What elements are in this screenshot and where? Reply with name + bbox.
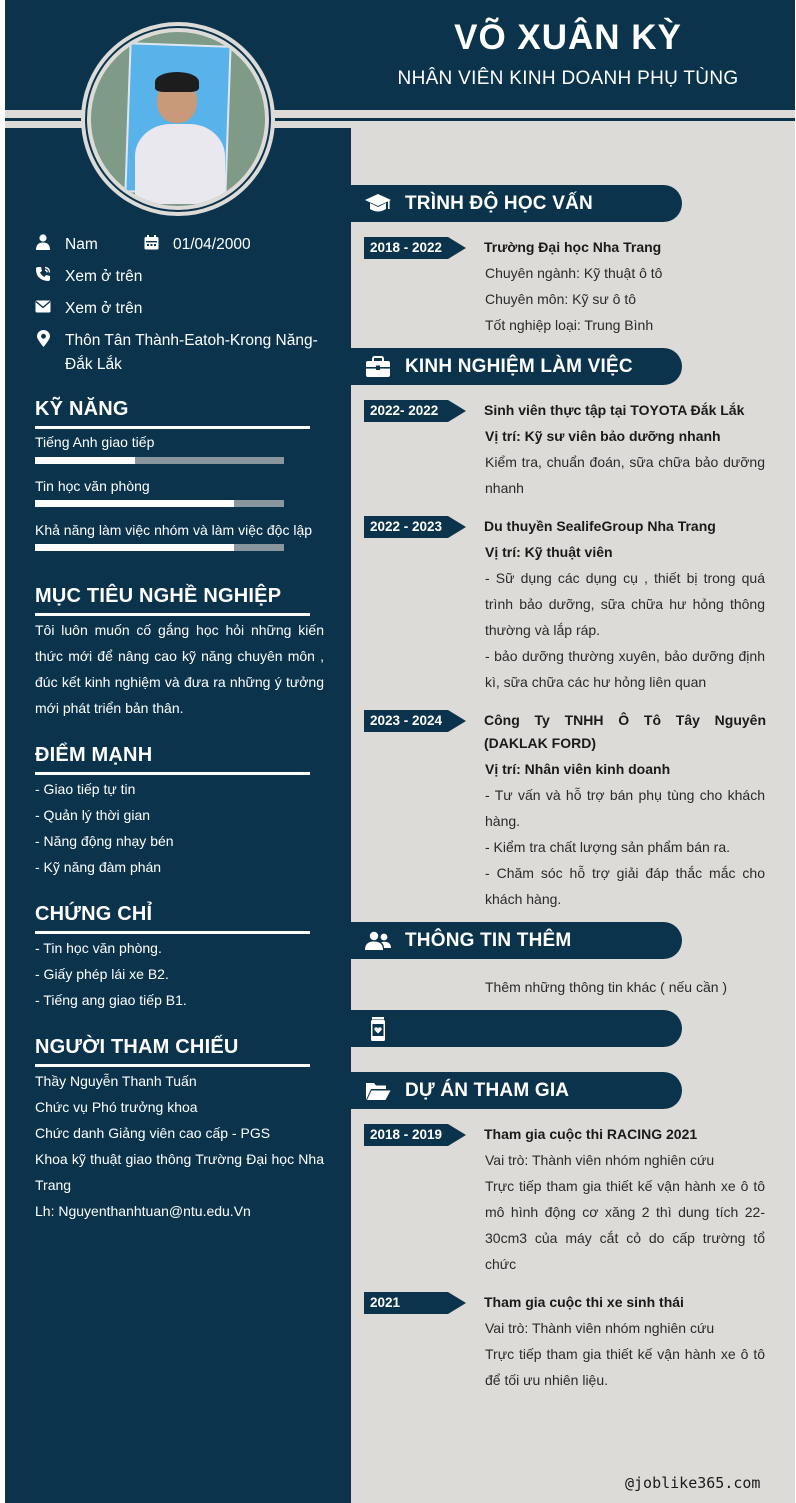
users-icon [363, 931, 393, 951]
list-item: - Quản lý thời gian [35, 807, 151, 823]
school-name: Trường Đại học Nha Trang [484, 239, 662, 255]
briefcase-icon [363, 356, 393, 378]
job-details [485, 423, 765, 501]
email-text: Xem ở trên [65, 300, 143, 317]
skills-rule [35, 426, 310, 429]
list-item: - Giấy phép lái xe B2. [35, 966, 169, 982]
project-name: Tham gia cuộc thi RACING 2021 [484, 1126, 698, 1142]
folder-open-icon [363, 1081, 393, 1101]
phone-icon [35, 266, 51, 282]
job-description: - Kiểm tra chất lượng sản phẩm bán ra. [485, 839, 730, 855]
project-role: Vai trò: Thành viên nhóm nghiên cứu [485, 1152, 715, 1168]
project-description: Trực tiếp tham gia thiết kế vận hành xe ô tô để tối ưu nhiên liệu. [485, 1346, 765, 1388]
gender-row [35, 233, 98, 257]
major-text: Chuyên ngành: Kỹ thuật ô tô [485, 265, 663, 281]
watermark-text: @joblike365.com [625, 1474, 761, 1492]
date-tag: 2022- 2022 [364, 400, 468, 422]
reference-line: Lh: Nguyenthanhtuan@ntu.edu.Vn [35, 1203, 251, 1219]
job-description: Kiểm tra, chuẩn đoán, sữa chữa bảo dưỡng nhanh [485, 454, 765, 496]
certificates-list [35, 935, 324, 1013]
certificates-title: CHỨNG CHỈ [35, 903, 153, 925]
references-title: NGƯỜI THAM CHIẾU [35, 1036, 239, 1058]
person-icon [35, 234, 51, 250]
candidate-name: VÕ XUÂN KỲ [454, 18, 682, 57]
more-info-title: THÔNG TIN THÊM [405, 929, 572, 951]
phone-row [35, 265, 142, 289]
education-banner [351, 185, 682, 222]
job-description: - Tư vấn và hỗ trợ bán phụ tùng cho khách hàng. [485, 787, 765, 829]
education-title: TRÌNH ĐỘ HỌC VẤN [405, 192, 593, 214]
list-item: - Kỹ năng đàm phán [35, 859, 162, 875]
candidate-job-title: NHÂN VIÊN KINH DOANH PHỤ TÙNG [397, 68, 739, 89]
project-details [485, 1147, 765, 1277]
more-info-text: Thêm những thông tin khác ( nếu cần ) [485, 979, 728, 995]
email-row [35, 297, 142, 321]
list-item: - Tin học văn phòng. [35, 940, 162, 956]
strengths-list [35, 776, 324, 880]
birthday-row [143, 233, 251, 257]
birthday-text: 01/04/2000 [173, 236, 251, 253]
skills-title: KỸ NĂNG [35, 398, 129, 420]
company-name: Sinh viên thực tập tại TOYOTA Đắk Lắk [484, 402, 745, 418]
references-block [35, 1068, 324, 1224]
date-tag: 2018 - 2022 [364, 237, 468, 259]
avatar [87, 28, 269, 210]
project-details [485, 1315, 765, 1393]
list-item: - Giao tiếp tự tin [35, 781, 136, 797]
date-tag: 2018 - 2019 [364, 1124, 468, 1146]
skill-label: Tiếng Anh giao tiếp [35, 434, 155, 450]
objective-rule [35, 613, 310, 616]
skill-label: Tin học văn phòng [35, 478, 150, 494]
projects-banner [351, 1072, 682, 1109]
project-role: Vai trò: Thành viên nhóm nghiên cứu [485, 1320, 715, 1336]
date-tag: 2022 - 2023 [364, 516, 468, 538]
certificates-rule [35, 931, 310, 934]
more-info-banner [351, 922, 682, 959]
skill-bar [35, 500, 284, 507]
projects-title: DỰ ÁN THAM GIA [405, 1079, 570, 1101]
graduation-cap-icon [363, 193, 393, 215]
job-details [485, 756, 765, 912]
company-name: Công Ty TNHH Ô Tô Tây Nguyên (DAKLAK FORD) [484, 712, 766, 751]
position-text: Vị trí: Nhân viên kinh doanh [485, 761, 671, 777]
company-name: Du thuyền SealifeGroup Nha Trang [484, 518, 716, 534]
objective-title: MỤC TIÊU NGHỀ NGHIỆP [35, 585, 282, 607]
education-details [485, 260, 765, 338]
strengths-rule [35, 772, 310, 775]
reference-line: Thầy Nguyễn Thanh Tuấn [35, 1073, 197, 1089]
skill-bar [35, 544, 284, 551]
project-description: Trực tiếp tham gia thiết kế vận hành xe ô tô mô hình động cơ xăng 2 thì dung tích 22-30cm3 của máy cắt cỏ do cấp trường tổ chức [485, 1178, 765, 1272]
address-text: Thôn Tân Thành-Eatoh-Krong Năng- Đắk Lắk [65, 332, 318, 373]
list-item: - Năng động nhạy bén [35, 833, 174, 849]
avatar-photo [91, 32, 265, 206]
objective-text: Tôi luôn muốn cố gắng học hỏi những kiến thức mới để nâng cao kỹ năng chuyên môn , đúc kết kinh nghiệm và đưa ra những ý tưởng mới phát triển bản thân. [35, 622, 324, 716]
specialty-text: Chuyên môn: Kỹ sư ô tô [485, 291, 636, 307]
grade-text: Tốt nghiệp loại: Trung Bình [485, 317, 654, 333]
experience-title: KINH NGHIỆM LÀM VIỆC [405, 355, 633, 377]
job-description: - Sữ dụng các dụng cụ , thiết bị trong quá trình bảo dưỡng, sữa chữa hư hỏng thông thường và lắp ráp. [485, 570, 765, 638]
reference-line: Chức vụ Phó trưởng khoa [35, 1099, 198, 1115]
empty-section-banner [351, 1010, 682, 1047]
date-tag: 2023 - 2024 [364, 710, 468, 732]
calendar-icon [143, 234, 159, 250]
job-description: - bảo dưỡng thường xuyên, bảo dưỡng định kì, sữa chữa các hư hỏng liên quan [485, 648, 765, 690]
phone-text: Xem ở trên [65, 268, 143, 285]
cv-page [5, 0, 795, 1503]
position-text: Vị trí: Kỹ sư viên bảo dưỡng nhanh [485, 428, 721, 444]
address-row [35, 329, 318, 377]
map-pin-icon [35, 330, 51, 346]
reference-line: Khoa kỹ thuật giao thông Trường Đại học Nha Trang [35, 1151, 324, 1193]
references-rule [35, 1064, 310, 1067]
project-name: Tham gia cuộc thi xe sinh thái [484, 1294, 684, 1310]
list-item: - Tiếng ang giao tiếp B1. [35, 992, 187, 1008]
jar-icon [363, 1017, 393, 1041]
position-text: Vị trí: Kỹ thuật viên [485, 544, 613, 560]
strengths-title: ĐIỂM MẠNH [35, 744, 153, 766]
job-details [485, 539, 765, 695]
job-description: - Chăm sóc hỗ trợ giải đáp thắc mắc cho khách hàng. [485, 865, 765, 907]
reference-line: Chức danh Giảng viên cao cấp - PGS [35, 1125, 271, 1141]
skill-bar [35, 457, 284, 464]
envelope-icon [35, 298, 51, 314]
gender-text: Nam [65, 236, 98, 253]
date-tag: 2021 [364, 1292, 468, 1314]
skill-label: Khả năng làm việc nhóm và làm việc độc lập [35, 522, 313, 538]
experience-banner [351, 348, 682, 385]
